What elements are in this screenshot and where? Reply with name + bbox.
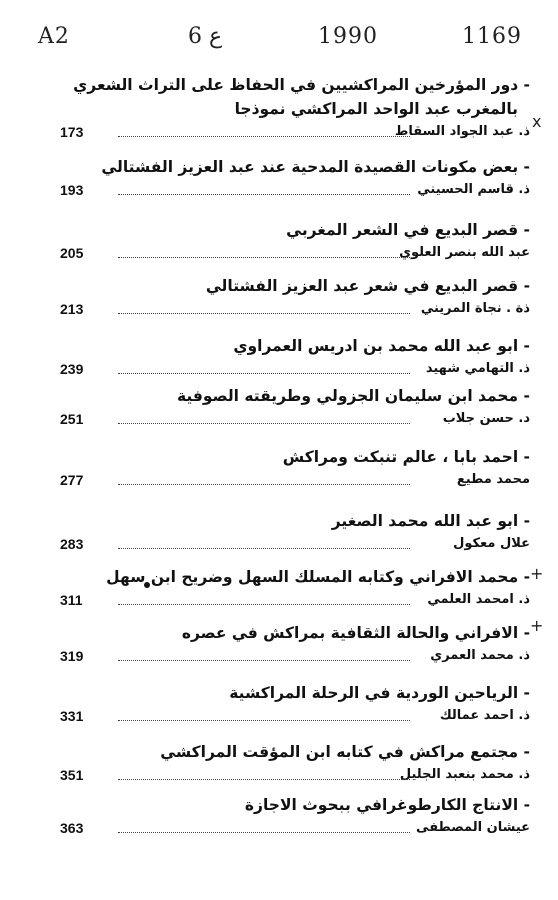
entry-author-row <box>60 359 530 381</box>
entry-author-row <box>60 180 530 202</box>
entry-title: - بعض مكونات القصيدة المدحية عند عبد العزيز الفشتالي <box>101 158 530 176</box>
dotted-leader <box>118 373 410 374</box>
entry-page-number: 331 <box>60 708 84 724</box>
entry-author: ذ. عبد الجواد السقاط <box>394 124 530 139</box>
entry-author: ذ. التهامي شهيد <box>425 361 530 376</box>
dotted-leader <box>118 779 410 780</box>
toc-entry <box>60 274 530 321</box>
entry-author: علال معكول <box>453 536 530 551</box>
entry-page-number: 251 <box>60 411 84 427</box>
margin-arrow-mark: + <box>530 564 544 583</box>
entry-page-number: 283 <box>60 536 84 552</box>
toc-entry <box>60 334 530 381</box>
entry-page-number: 213 <box>60 301 84 317</box>
entry-author: عبد الله بنصر العلوي <box>399 245 530 260</box>
entry-page-number: 351 <box>60 767 84 783</box>
entry-author-row <box>60 243 530 265</box>
entry-author: ذة . نجاة المريني <box>420 301 530 316</box>
dotted-leader <box>118 660 410 661</box>
entry-title: بالمغرب عبد الواحد المراكشي نموذجا <box>234 100 518 118</box>
entry-title: - محمد الافراني وكتابه المسلك السهل وضريح ابن سهل <box>106 568 530 586</box>
entry-title: - قصر البديع في شعر عبد العزيز الفشتالي <box>205 277 530 295</box>
toc-entry <box>60 793 530 840</box>
entry-title: - احمد بابا ، عالم تنبكت ومراكش <box>282 448 530 466</box>
toc-entry <box>60 740 530 787</box>
handwritten-note-mid-left: 6 ع <box>188 24 223 49</box>
entry-author-row <box>60 409 530 431</box>
entry-title: - قصر البديع في الشعر المغربي <box>286 221 530 239</box>
toc-entry <box>60 73 530 144</box>
entry-page-number: 173 <box>60 124 84 140</box>
dotted-leader <box>118 257 410 258</box>
handwritten-note-right: 1169 <box>462 24 522 49</box>
entry-title: - الرياحين الوردية في الرحلة المراكشية <box>229 684 530 702</box>
toc-entry <box>60 621 530 668</box>
dotted-leader <box>118 313 410 314</box>
entry-author-row <box>60 122 530 144</box>
entry-title: - ابو عبد الله محمد الصغير <box>331 512 530 530</box>
margin-check-mark: x <box>532 112 542 131</box>
margin-plus-mark: + <box>530 616 544 635</box>
entry-author: محمد مطيع <box>456 472 530 487</box>
dotted-leader <box>118 484 410 485</box>
entry-author: ذ. محمد العمري <box>430 648 530 663</box>
entry-page-number: 311 <box>60 592 83 608</box>
entry-title: - محمد ابن سليمان الجزولي وطريقته الصوفية <box>176 387 530 405</box>
entry-title: - دور المؤرخين المراكشيين في الحفاظ على التراث الشعري <box>73 76 530 94</box>
entry-author: عيشان المصطفى <box>416 820 530 835</box>
dotted-leader <box>118 548 410 549</box>
entry-author: ذ. احمد عمالك <box>439 708 530 723</box>
entry-author: ذ. قاسم الحسيني <box>417 182 530 197</box>
entry-page-number: 363 <box>60 820 84 836</box>
entry-title: - الانتاج الكارطوغرافي ببحوث الاجازة <box>244 796 530 814</box>
entry-author-row <box>60 646 530 668</box>
handwritten-note-mid-right: 1990 <box>318 24 378 49</box>
dotted-leader <box>118 832 410 833</box>
toc-entry <box>60 445 530 492</box>
dotted-leader <box>118 194 410 195</box>
dotted-leader <box>118 136 410 137</box>
entry-title: - الافراني والحالة الثقافية بمراكش في عصره <box>181 624 530 642</box>
toc-entry <box>60 384 530 431</box>
dotted-leader <box>118 423 410 424</box>
entry-title: - مجتمع مراكش في كتابه ابن المؤقت المراكشي <box>160 743 530 761</box>
entry-author-row <box>60 765 530 787</box>
entry-page-number: 239 <box>60 361 84 377</box>
handwritten-note-left: A2 <box>38 24 70 49</box>
dotted-leader <box>118 720 410 721</box>
entry-page-number: 205 <box>60 245 84 261</box>
toc-entry <box>60 155 530 202</box>
entry-page-number: 193 <box>60 182 84 198</box>
entry-title: - ابو عبد الله محمد بن ادريس العمراوي <box>233 337 530 355</box>
entry-author: ذ. امحمد العلمي <box>427 592 530 607</box>
entry-author-row <box>60 470 530 492</box>
entry-author: ذ. محمد بنعبد الجليل <box>399 767 530 782</box>
entry-author-row <box>60 534 530 556</box>
entry-author: د. حسن جلاب <box>442 411 530 426</box>
entry-author-row <box>60 299 530 321</box>
entry-author-row <box>60 590 530 612</box>
entry-page-number: 277 <box>60 472 84 488</box>
toc-entry <box>60 565 530 612</box>
toc-entry <box>60 509 530 556</box>
dotted-leader <box>118 604 410 605</box>
entry-author-row <box>60 706 530 728</box>
toc-entry <box>60 218 530 265</box>
entry-author-row <box>60 818 530 840</box>
toc-entry <box>60 681 530 728</box>
entry-page-number: 319 <box>60 648 84 664</box>
